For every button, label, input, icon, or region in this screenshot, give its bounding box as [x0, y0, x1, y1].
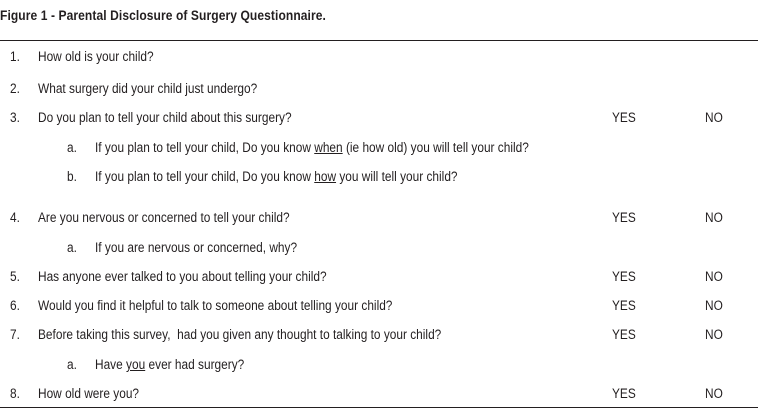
- question-4-no: NO: [705, 210, 723, 225]
- question-2-number: 2.: [10, 81, 20, 96]
- question-4a-text: If you are nervous or concerned, why?: [95, 240, 298, 255]
- question-5-no: NO: [705, 269, 723, 284]
- question-8-no: NO: [705, 386, 723, 401]
- question-3-yes: YES: [612, 110, 636, 125]
- question-6-no: NO: [705, 298, 723, 313]
- question-3a-number: a.: [67, 140, 77, 155]
- question-4a-number: a.: [67, 240, 77, 255]
- question-6-number: 6.: [10, 298, 20, 313]
- figure-title: Figure 1 - Parental Disclosure of Surgery Questionnaire.: [0, 7, 326, 23]
- question-7-no: NO: [705, 327, 723, 342]
- question-3-no: NO: [705, 110, 723, 125]
- question-5-number: 5.: [10, 269, 20, 284]
- question-8-number: 8.: [10, 386, 20, 401]
- question-3a-text: If you plan to tell your child, Do you know when (ie how old) you will tell your child?: [95, 140, 529, 155]
- question-7a-number: a.: [67, 357, 77, 372]
- question-4-text: Are you nervous or concerned to tell your child?: [38, 210, 290, 225]
- question-4-yes: YES: [612, 210, 636, 225]
- question-5-yes: YES: [612, 269, 636, 284]
- question-7-text: Before taking this survey, had you given any thought to talking to your child?: [38, 327, 442, 342]
- question-3b-text: If you plan to tell your child, Do you know how you will tell your child?: [95, 169, 458, 184]
- question-1-number: 1.: [10, 49, 20, 64]
- question-7-number: 7.: [10, 327, 20, 342]
- question-7a-text: Have you ever had surgery?: [95, 357, 245, 372]
- question-3-number: 3.: [10, 110, 20, 125]
- question-4-number: 4.: [10, 210, 20, 225]
- question-3-text: Do you plan to tell your child about this surgery?: [38, 110, 292, 125]
- question-8-yes: YES: [612, 386, 636, 401]
- question-1-text: How old is your child?: [38, 49, 154, 64]
- top-rule: [0, 40, 758, 41]
- question-7-yes: YES: [612, 327, 636, 342]
- question-6-yes: YES: [612, 298, 636, 313]
- question-3b-number: b.: [67, 169, 77, 184]
- question-2-text: What surgery did your child just undergo?: [38, 81, 258, 96]
- question-6-text: Would you find it helpful to talk to someone about telling your child?: [38, 298, 393, 313]
- question-5-text: Has anyone ever talked to you about telling your child?: [38, 269, 327, 284]
- question-8-text: How old were you?: [38, 386, 140, 401]
- bottom-rule: [0, 407, 758, 408]
